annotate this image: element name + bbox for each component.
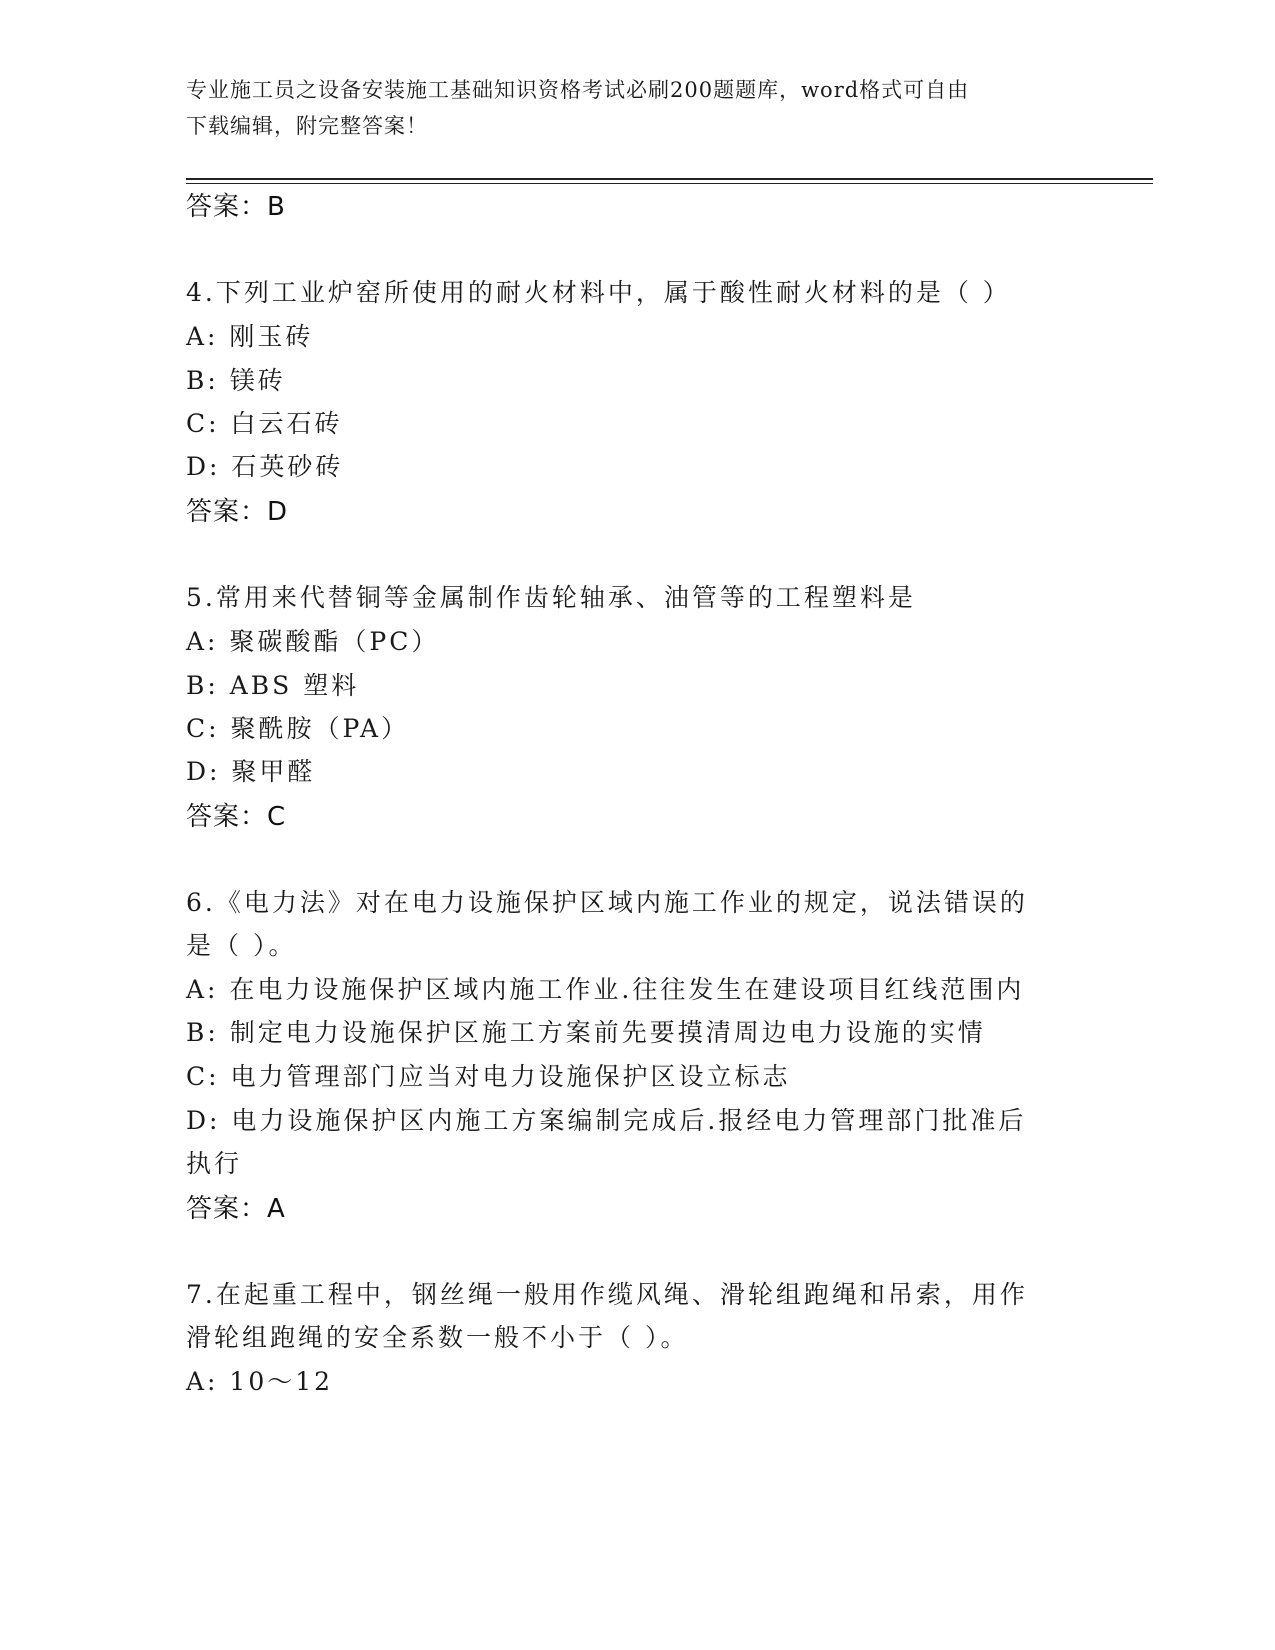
q4-option-c: C: 白云石砖 (186, 409, 343, 438)
q6-stem-line-1: 6.《电力法》对在电力设施保护区域内施工作业的规定，说法错误的 (186, 888, 1028, 917)
q6-option-c: C: 电力管理部门应当对电力设施保护区设立标志 (186, 1062, 791, 1091)
q6-answer: 答案：A (186, 1194, 286, 1224)
header-line-1: 专业施工员之设备安装施工基础知识资格考试必刷200题题库，word格式可自由 (186, 78, 970, 102)
q5-answer: 答案：C (186, 802, 287, 832)
q4-stem-line-1: 4.下列工业炉窑所使用的耐火材料中，属于酸性耐火材料的是（ ） (186, 278, 1011, 307)
q5-option-d: D: 聚甲醛 (186, 757, 316, 786)
q4-option-b: B: 镁砖 (186, 366, 286, 395)
q7-stem-line-1: 7.在起重工程中，钢丝绳一般用作缆风绳、滑轮组跑绳和吊索，用作 (186, 1280, 1028, 1309)
q5-stem-line-1: 5.常用来代替铜等金属制作齿轮轴承、油管等的工程塑料是 (186, 583, 916, 612)
q5-option-a: A: 聚碳酸酯（PC） (186, 627, 440, 656)
q7-stem-line-2: 滑轮组跑绳的安全系数一般不小于（ ）。 (186, 1323, 689, 1352)
q5-option-b: B: ABS 塑料 (186, 671, 360, 700)
q6-stem-line-2: 是（ ）。 (186, 931, 297, 960)
q7-option-a: A: 10～12 (186, 1367, 334, 1396)
previous-answer: 答案：B (186, 192, 286, 222)
header-line-2: 下载编辑，附完整答案！ (186, 114, 428, 138)
q6-option-b: B: 制定电力设施保护区施工方案前先要摸清周边电力设施的实情 (186, 1018, 986, 1047)
q5-option-c: C: 聚酰胺（PA） (186, 714, 410, 743)
q4-answer: 答案：D (186, 497, 289, 527)
q4-option-a: A: 刚玉砖 (186, 322, 314, 351)
header-divider-thin (186, 183, 1153, 184)
header-divider-thick (186, 178, 1153, 180)
q4-option-d: D: 石英砂砖 (186, 452, 344, 481)
q6-option-d-line-1: D: 电力设施保护区内施工方案编制完成后.报经电力管理部门批准后 (186, 1106, 1027, 1135)
document-header (186, 72, 1066, 144)
q6-option-d-line-2: 执行 (186, 1149, 243, 1178)
q6-option-a: A: 在电力设施保护区域内施工作业.往往发生在建设项目红线范围内 (186, 975, 1025, 1004)
